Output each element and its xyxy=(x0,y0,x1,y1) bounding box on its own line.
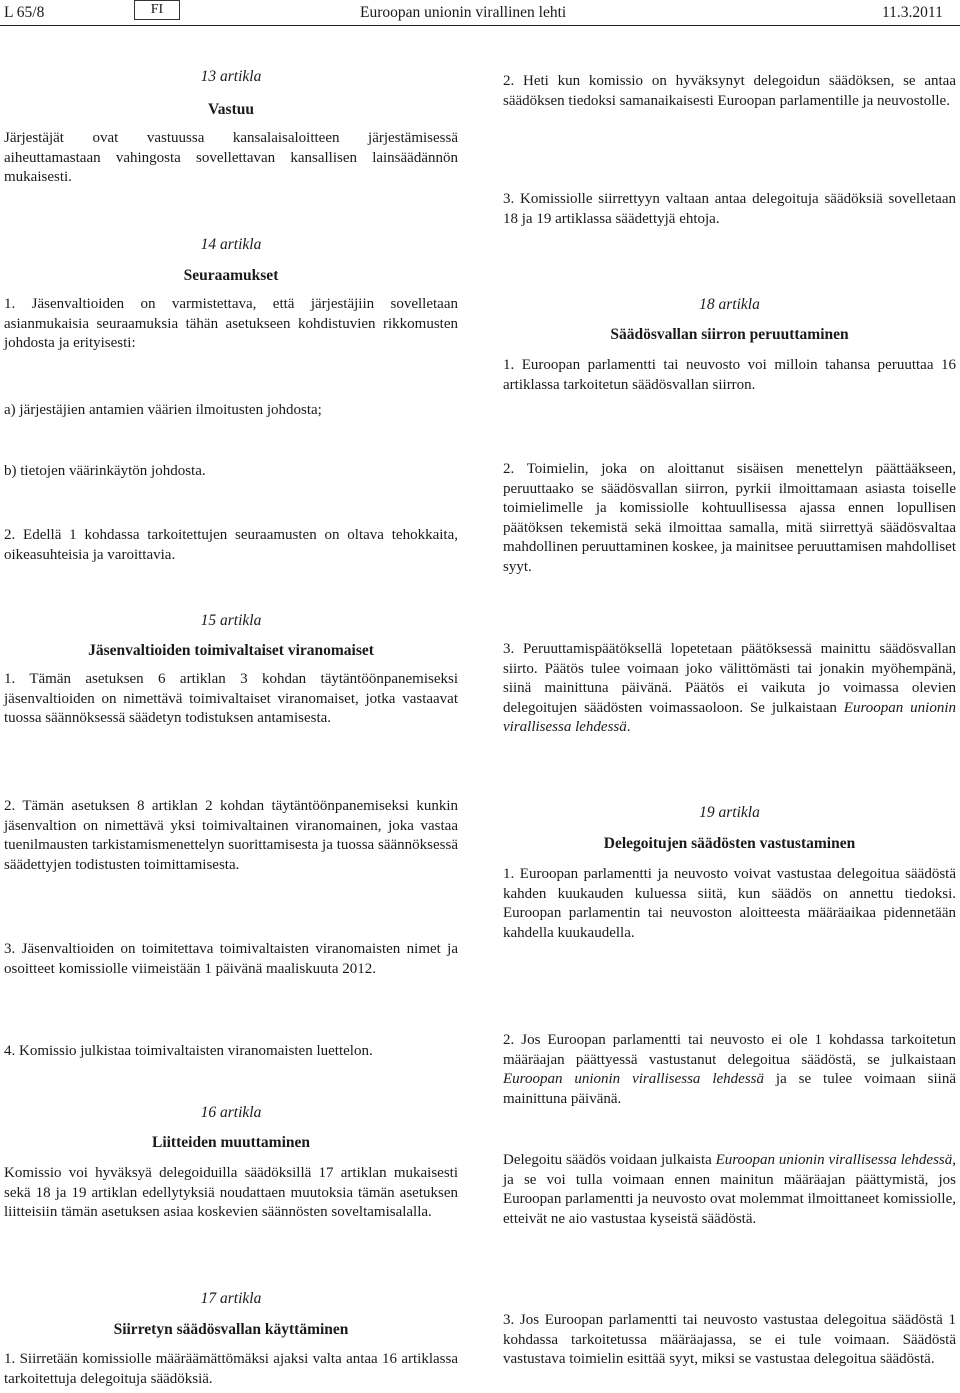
article-15-paragraph-1: 1. Tämän asetuksen 6 artiklan 3 kohdan täytäntöönpanemiseksi jäsenvaltioiden on nimettävä toimivaltaiset viranomaiset, jotka vastaavat tuossa säännöksessä säädetyn todistuksen antamisesta. xyxy=(4,671,458,726)
article-14-paragraph-2: 2. Edellä 1 kohdassa tarkoitettujen seuraamusten on oltava tehokkaita, oikeasuhteisia ja varoittavia. xyxy=(4,527,458,563)
header-rule xyxy=(0,25,960,26)
article-15-paragraph-4: 4. Komissio julkistaa toimivaltaisten viranomaisten luettelon. xyxy=(4,1043,373,1059)
article-19-journal-reference-2: Euroopan unionin virallisessa lehdessä xyxy=(715,1152,953,1168)
article-17-number: 17 artikla xyxy=(200,1290,262,1307)
article-19-subparagraph xyxy=(503,1151,956,1229)
article-17-paragraph-2: 2. Heti kun komissio on hyväksynyt delegoidun säädöksen, se antaa säädöksen tiedoksi samanaikaisesti Euroopan parlamentille ja neuvostolle. xyxy=(503,73,956,109)
article-16-paragraph: Komissio voi hyväksyä delegoiduilla säädöksillä 17 artiklan mukaisesti sekä 18 ja 19 artiklan edellytyksiä noudattaen muutoksia tämän asetuksen liitteisiin tämän asetuksen asiaa koskevien säännösten soveltamisalalla. xyxy=(4,1165,458,1220)
article-18-paragraph-3-end: . xyxy=(626,719,631,735)
language-badge: FI xyxy=(134,0,180,20)
article-13-number: 13 artikla xyxy=(200,68,262,85)
article-17-title: Siirretyn säädösvallan käyttäminen xyxy=(113,1321,349,1338)
article-18-paragraph-3 xyxy=(503,640,956,738)
article-13-title: Vastuu xyxy=(208,101,254,118)
article-19-number: 19 artikla xyxy=(699,804,760,821)
article-16-number: 16 artikla xyxy=(200,1104,262,1121)
article-13-paragraph: Järjestäjät ovat vastuussa kansalaisaloitteen järjestämisessä aiheuttamastaan vahingosta sovellettavan kansallisen lainsäädännön mukaisesti. xyxy=(4,130,458,185)
article-15-paragraph-3: 3. Jäsenvaltioiden on toimitettava toimivaltaisten viranomaisten nimet ja osoitteet komissiolle viimeistään 1 päivänä maaliskuuta 2012. xyxy=(4,941,458,977)
article-15-paragraph-2: 2. Tämän asetuksen 8 artiklan 2 kohdan täytäntöönpanemiseksi kunkin jäsenvaltion on nimettävä yksi toimivaltainen viranomainen, joka vastaa tuenilmausten tarkistamismenettelyn suorittamisesta ja tuossa säännöksessä säädettyjen todistusten toimittamisesta. xyxy=(4,798,458,873)
journal-title: Euroopan unionin virallinen lehti xyxy=(360,4,567,21)
article-18-paragraph-3-text: 3. Peruuttamispäätöksellä lopetetaan päätöksessä mainittu säädösvallan siirto. Päätös tulee voimaan joko välittömästi tai jonakin myöhempänä, siinä mainittuna päivänä. Päätös ei vaikuta jo voimassa olevien delegoitujen säädösten voimassaoloon. Se julkaistaan xyxy=(503,641,956,716)
publication-date: 11.3.2011 xyxy=(882,4,943,21)
article-14-point-b: b) tietojen väärinkäytön johdosta. xyxy=(4,463,206,479)
article-19-subparagraph-text: Delegoitu säädös voidaan julkaista xyxy=(503,1152,716,1168)
article-14-number: 14 artikla xyxy=(200,236,262,253)
article-14-title: Seuraamukset xyxy=(183,267,279,284)
article-19-journal-reference-1: Euroopan unionin virallisessa lehdessä xyxy=(503,1071,764,1087)
article-19-paragraph-2 xyxy=(503,1031,956,1109)
article-19-paragraph-2-end: ja se tulee voimaan siinä mainittuna päivänä. xyxy=(503,1071,956,1107)
article-14-point-a: a) järjestäjien antamien väärien ilmoitusten johdosta; xyxy=(4,402,322,418)
article-17-paragraph-3: 3. Komissiolle siirrettyyn valtaan antaa delegoituja säädöksiä sovelletaan 18 ja 19 artiklassa säädettyjä ehtoja. xyxy=(503,191,956,227)
article-17-paragraph-1: 1. Siirretään komissiolle määräämättömäksi ajaksi valta antaa 16 artiklassa tarkoitettuja delegoituja säädöksiä. xyxy=(4,1351,458,1387)
article-18-journal-reference: Euroopan unionin virallisessa lehdessä xyxy=(503,699,956,735)
article-15-title: Jäsenvaltioiden toimivaltaiset viranomaiset xyxy=(88,642,374,659)
article-19-subparagraph-end: , ja se voi tulla voimaan ennen mainitun määräajan päättymistä, jos Euroopan parlamentti ja neuvosto ovat molemmat ilmoittaneet komissiolle, etteivät ne aio vastustaa kyseistä säädöstä. xyxy=(503,1152,956,1227)
article-14-paragraph-1: 1. Jäsenvaltioiden on varmistettava, että järjestäjiin sovelletaan asianmukaisia seuraamuksia tähän asetukseen kohdistuvien rikkomusten johdosta ja erityisesti: xyxy=(4,296,458,351)
article-19-paragraph-2-text: 2. Jos Euroopan parlamentti tai neuvosto ei ole 1 kohdassa tarkoitetun määräajan päättyessä vastustanut delegoitua säädöstä, se julkaistaan xyxy=(503,1032,956,1068)
article-18-number: 18 artikla xyxy=(699,296,760,313)
article-19-paragraph-3: 3. Jos Euroopan parlamentti tai neuvosto vastustaa delegoitua säädöstä 1 kohdassa tarkoitetussa määräajassa, se ei tule voimaan. Säädöstä vastustava toimielin esittää syyt, miksi se vastustaa delegoitua säädöstä. xyxy=(503,1312,956,1367)
article-19-title: Delegoitujen säädösten vastustaminen xyxy=(603,835,856,852)
article-18-paragraph-2: 2. Toimielin, joka on aloittanut sisäisen menettelyn päättääkseen, peruuttaako se säädösvallan siirron, pyrkii ilmoittamaan asiasta toiselle toimielimelle ja komissiolle kohtuullisessa ajassa ennen lopullisen päätöksen tekemistä sekä ilmoittaa samalla, mitä siirrettyä säädösvaltaa mahdollinen peruuttaminen koskee, ja mainitsee peruuttamisen mahdolliset syyt. xyxy=(503,461,956,575)
article-19-paragraph-1: 1. Euroopan parlamentti ja neuvosto voivat vastustaa delegoitua säädöstä kahden kuukauden kuluessa siitä, kun säädös on annettu tiedoksi. Euroopan parlamentin tai neuvoston aloitteesta määräaikaa pidennetään kahdella kuukaudella. xyxy=(503,866,956,941)
article-18-paragraph-1: 1. Euroopan parlamentti tai neuvosto voi milloin tahansa peruuttaa 16 artiklassa tarkoitetun säädösvallan siirron. xyxy=(503,357,956,393)
article-18-title: Säädösvallan siirron peruuttaminen xyxy=(610,326,849,343)
article-16-title: Liitteiden muuttaminen xyxy=(151,1134,311,1151)
page-number: L 65/8 xyxy=(4,4,45,21)
article-15-number: 15 artikla xyxy=(200,612,262,629)
